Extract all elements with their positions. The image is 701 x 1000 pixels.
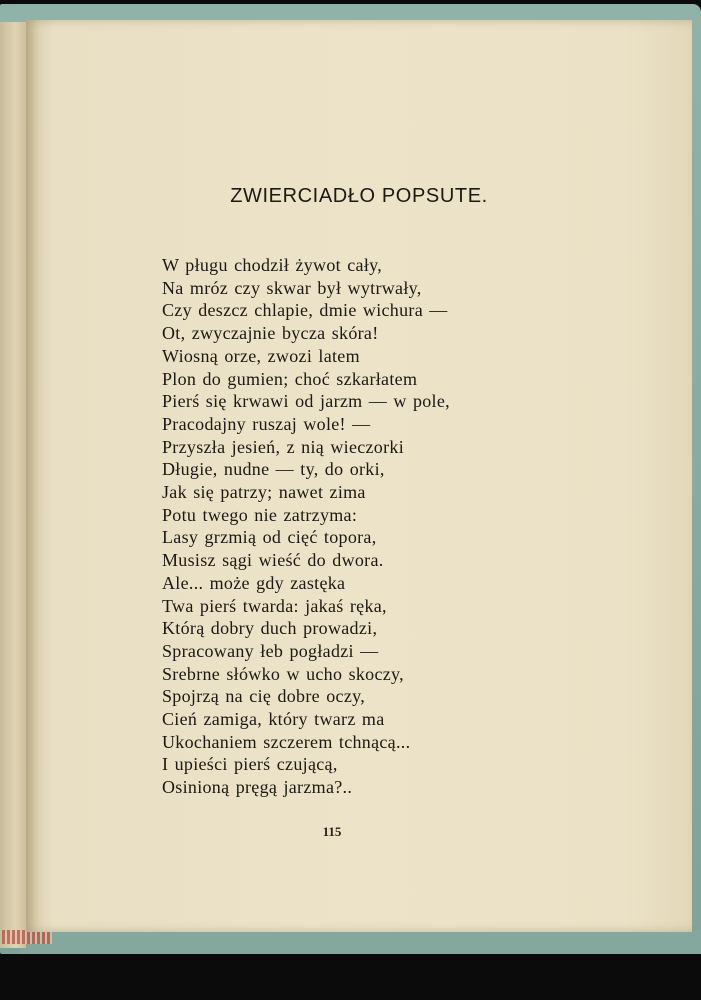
page-number: 115 (322, 824, 342, 839)
poem-line: Twa pierś twarda: jakaś ręka, (162, 595, 387, 616)
poem-line: Plon do gumien; choć szkarłatem (162, 368, 418, 389)
poem-title: ZWIERCIADŁO POPSUTE. (230, 185, 488, 207)
poem-line: Ale... może gdy zastęka (162, 572, 346, 593)
poem-line: Spojrzą na cię dobre oczy, (162, 686, 366, 707)
poem-line: Pierś się krwawi od jarzm — w pole, (162, 391, 450, 412)
poem-line: Pracodajny ruszaj wole! — (162, 413, 371, 434)
poem-line: Potu twego nie zatrzyma: (162, 504, 358, 525)
book-page (26, 20, 692, 932)
poem-line: Którą dobry duch prowadzi, (162, 618, 378, 639)
poem-line: Na mróz czy skwar był wytrwały, (162, 277, 422, 298)
poem-line: Czy deszcz chlapie, dmie wichura — (162, 300, 448, 321)
poem-line: W pługu chodził żywot cały, (162, 255, 383, 275)
book-cover-edge (20, 930, 701, 954)
left-page-edge (0, 22, 27, 948)
poem-line: Ot, zwyczajnie bycza skóra! (162, 323, 379, 344)
poem-line: Wiosną orze, zwozi latem (162, 345, 360, 366)
poem-text (162, 254, 450, 799)
poem-line: Cień zamiga, który twarz ma (162, 709, 385, 730)
poem-line: Osinioną pręgą jarzma?.. (162, 777, 353, 798)
poem-line: Musisz sągi wieść do dwora. (162, 550, 384, 571)
poem-line: Spracowany łeb pogładzi — (162, 640, 379, 661)
poem-line: Srebrne słówko w ucho skoczy, (162, 663, 404, 684)
poem-line: Ukochaniem szczerem tchnącą... (162, 731, 411, 752)
poem-line: Lasy grzmią od cięć topora, (162, 527, 377, 548)
poem-line: Długie, nudne — ty, do orki, (162, 459, 385, 480)
poem-line: I upieści pierś czującą, (162, 754, 338, 775)
bookmark-ribbon (2, 930, 52, 944)
poem-line: Przyszła jesień, z nią wieczorki (162, 436, 405, 457)
poem-line: Jak się patrzy; nawet zima (162, 482, 366, 503)
